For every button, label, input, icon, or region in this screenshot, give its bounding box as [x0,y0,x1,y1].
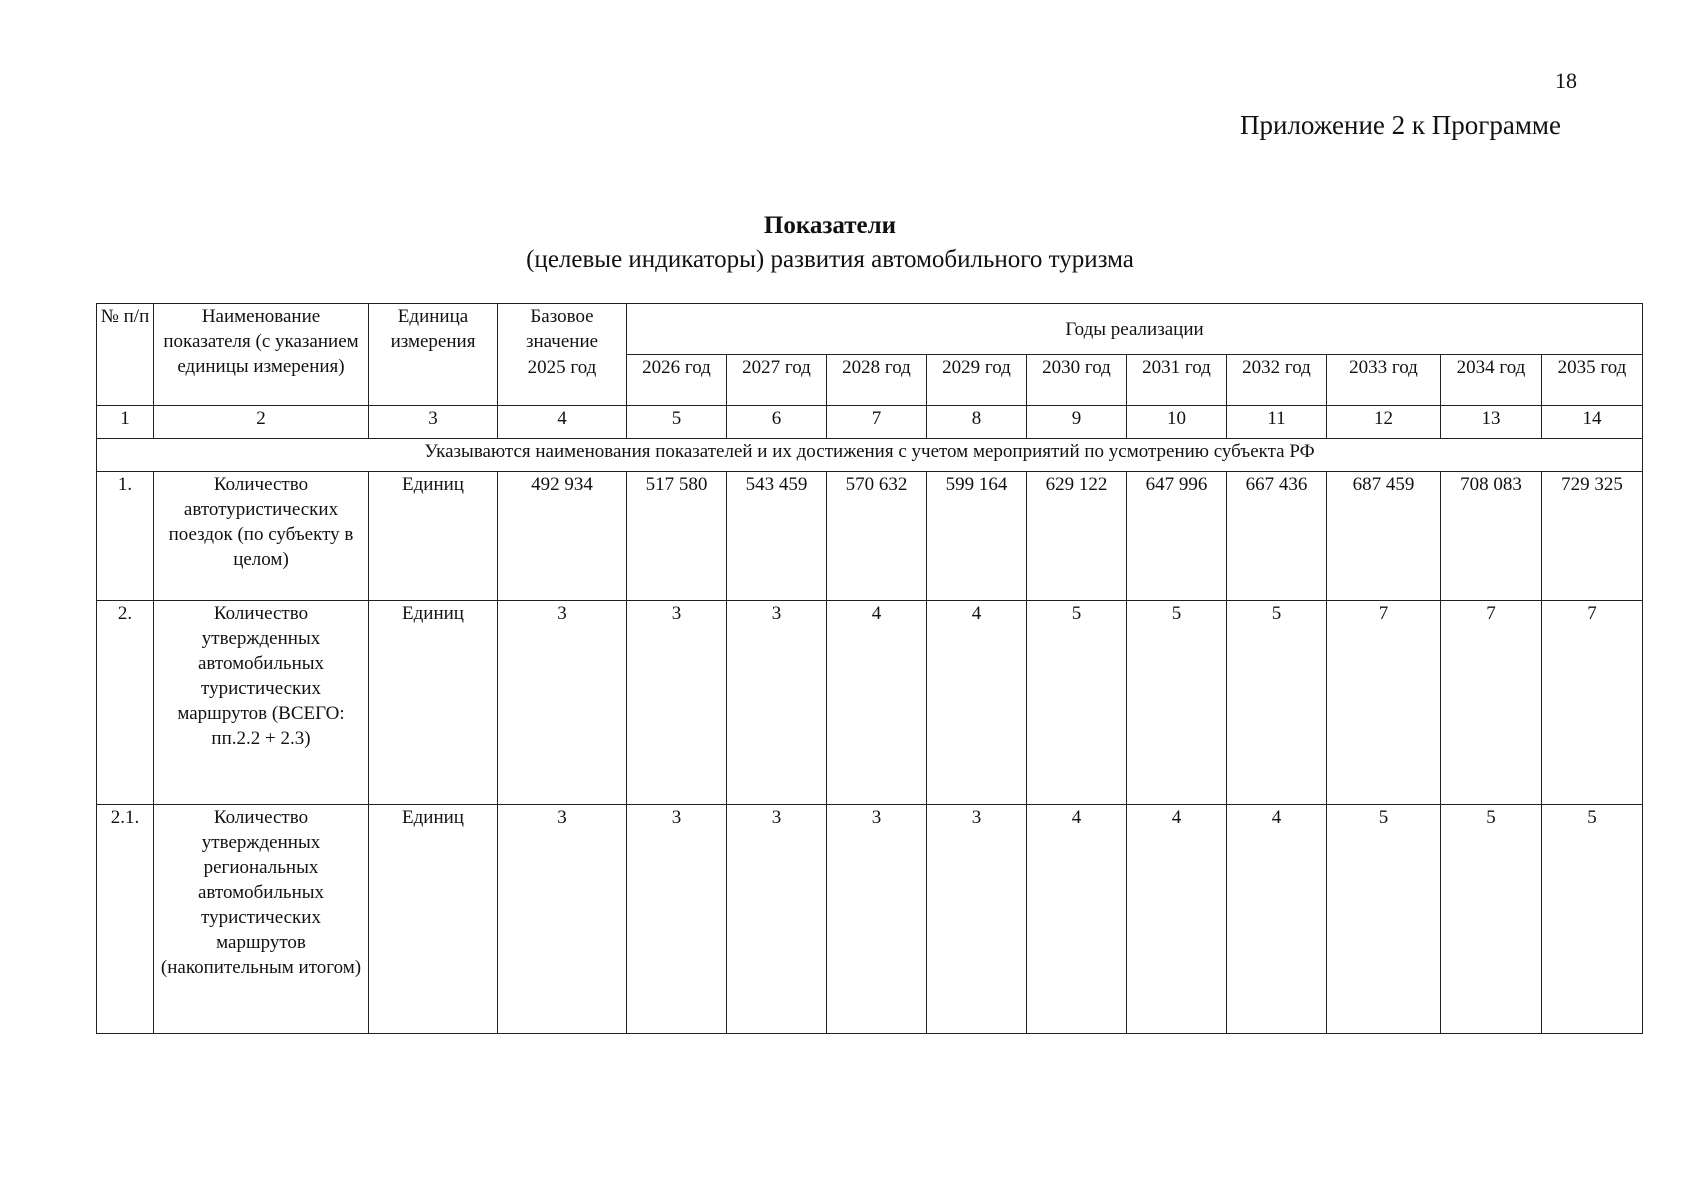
column-number: 12 [1327,406,1441,439]
indicator-value: 3 [727,601,827,805]
column-number: 8 [927,406,1027,439]
column-number: 1 [97,406,154,439]
header-year: 2033 год [1327,355,1441,406]
indicator-name: Количество автотуристических поездок (по субъекту в целом) [154,472,369,601]
indicator-value: 7 [1327,601,1441,805]
indicator-value: 3 [627,805,727,1034]
indicator-value: 3 [498,601,627,805]
indicator-value: 3 [498,805,627,1034]
indicator-value: 667 436 [1227,472,1327,601]
indicator-value: 3 [727,805,827,1034]
table-row [97,601,1643,805]
header-year: 2035 год [1542,355,1643,406]
header-year: 2027 год [727,355,827,406]
indicator-value: 4 [1127,805,1227,1034]
column-number: 3 [369,406,498,439]
header-name: Наименование показателя (с указанием единицы измерения) [154,304,369,406]
header-year: 2031 год [1127,355,1227,406]
table-row [97,805,1643,1034]
indicator-value: 4 [1027,805,1127,1034]
indicator-value: 5 [1127,601,1227,805]
indicator-name: Количество утвержденных региональных автомобильных туристических маршрутов (накопительным итогом) [154,805,369,1034]
column-number: 9 [1027,406,1127,439]
indicator-name: Количество утвержденных автомобильных туристических маршрутов (ВСЕГО: пп.2.2 + 2.3) [154,601,369,805]
column-number: 4 [498,406,627,439]
document-subtitle: (целевые индикаторы) развития автомобильного туризма [526,246,1134,273]
indicator-value: 570 632 [827,472,927,601]
indicator-value: 599 164 [927,472,1027,601]
indicator-value: 492 934 [498,472,627,601]
column-number: 2 [154,406,369,439]
indicator-value: 729 325 [1542,472,1643,601]
header-year: 2025 год [498,355,627,406]
header-year: 2028 год [827,355,927,406]
indicator-value: 7 [1441,601,1542,805]
indicator-unit: Единиц [369,805,498,1034]
section-note-row [97,439,1643,472]
indicator-value: 708 083 [1441,472,1542,601]
indicator-value: 517 580 [627,472,727,601]
indicator-value: 3 [927,805,1027,1034]
indicator-value: 7 [1542,601,1643,805]
column-number: 11 [1227,406,1327,439]
indicator-value: 4 [827,601,927,805]
indicator-value: 687 459 [1327,472,1441,601]
column-number: 14 [1542,406,1643,439]
indicators-table [96,303,1643,1034]
header-year: 2032 год [1227,355,1327,406]
column-number: 10 [1127,406,1227,439]
column-number: 13 [1441,406,1542,439]
row-number: 2. [97,601,154,805]
section-note: Указываются наименования показателей и их достижения с учетом мероприятий по усмотрению субъекта РФ [97,439,1643,472]
header-unit: Единица измерения [369,304,498,406]
indicator-value: 4 [1227,805,1327,1034]
table-row [97,472,1643,601]
indicator-unit: Единиц [369,601,498,805]
page-number: 18 [1555,68,1577,93]
header-row [97,304,1643,355]
indicator-value: 5 [1027,601,1127,805]
header-base: Базовое значение [498,304,627,355]
header-year: 2030 год [1027,355,1127,406]
indicator-value: 3 [627,601,727,805]
column-number: 7 [827,406,927,439]
indicator-unit: Единиц [369,472,498,601]
appendix-caption: Приложение 2 к Программе [1240,110,1561,140]
indicator-value: 647 996 [1127,472,1227,601]
indicator-value: 4 [927,601,1027,805]
indicator-value: 5 [1227,601,1327,805]
indicator-value: 629 122 [1027,472,1127,601]
indicator-value: 543 459 [727,472,827,601]
header-year: 2026 год [627,355,727,406]
indicator-value: 3 [827,805,927,1034]
header-year: 2029 год [927,355,1027,406]
header-num: № п/п [97,304,154,406]
column-number: 6 [727,406,827,439]
indicator-value: 5 [1542,805,1643,1034]
column-numbers-row [97,406,1643,439]
row-number: 2.1. [97,805,154,1034]
document-title: Показатели [763,212,897,239]
column-number: 5 [627,406,727,439]
header-years-group: Годы реализации [627,304,1643,355]
indicator-value: 5 [1327,805,1441,1034]
indicator-value: 5 [1441,805,1542,1034]
header-year: 2034 год [1441,355,1542,406]
row-number: 1. [97,472,154,601]
